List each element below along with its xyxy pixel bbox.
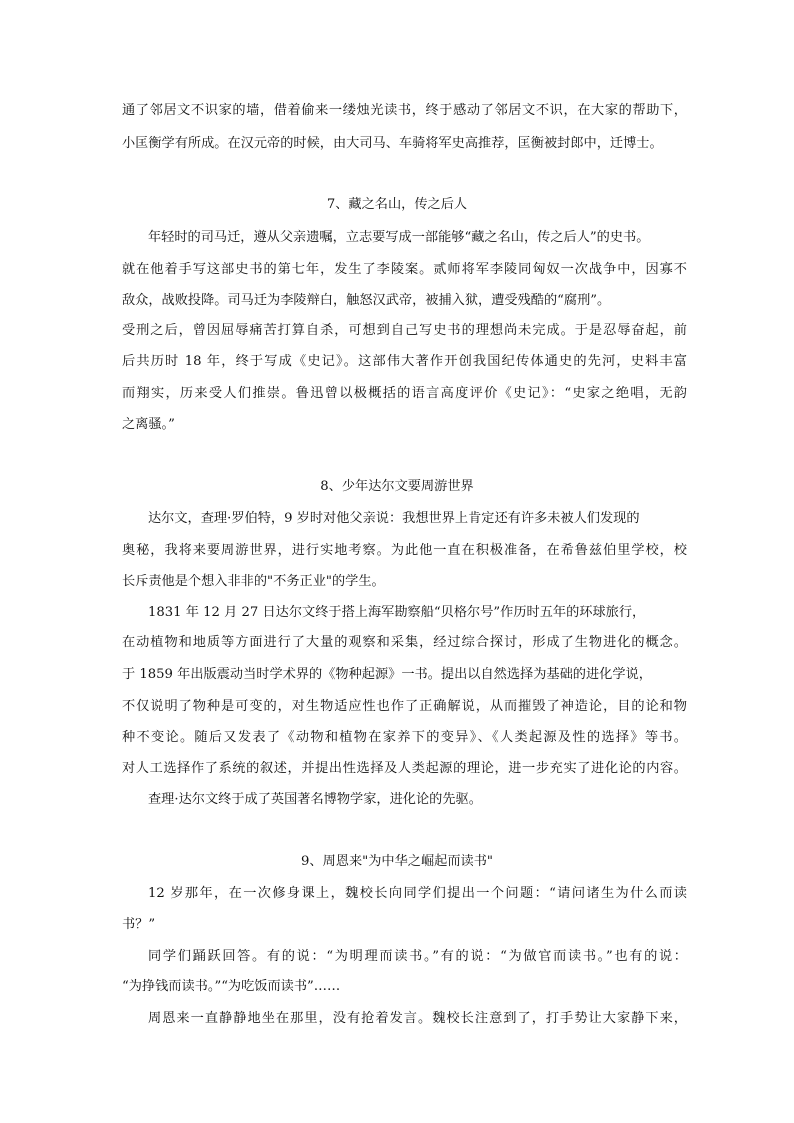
section-heading: 9、周恩来"为中华之崛起而读书"	[301, 854, 493, 869]
paragraph-line: 长斥责他是个想入非非的"不务正业"的学生。	[122, 574, 385, 589]
paragraph-line: 后共历时 18 年，终于写成《史记》。这部伟大著作开创我国纪传体通史的先河，史料丰富	[122, 354, 687, 369]
section-heading: 7、藏之名山，传之后人	[326, 197, 468, 212]
paragraph-line: 对人工选择作了系统的叙述，并提出性选择及人类起源的理论，进一步充实了进化论的内容。	[122, 761, 687, 776]
paragraph-line: 敌众，战败投降。司马迁为李陵辩白，触怒汉武帝，被捕入狱，遭受残酷的“腐刑”。	[122, 293, 611, 308]
paragraph-line: 通了邻居文不识家的墙，借着偷来一缕烛光读书，终于感动了邻居文不识，在大家的帮助下，	[122, 103, 687, 118]
paragraph-line: 受刑之后，曾因屈辱痛苦打算自杀，可想到自己写史书的理想尚未完成。于是忍辱奋起，前	[122, 323, 687, 338]
paragraph-line: 于 1859 年出版震动当时学术界的《物种起源》一书。提出以自然选择为基础的进化学说，	[122, 667, 652, 682]
paragraph-line: 小匡衡学有所成。在汉元帝的时候，由大司马、车骑将军史高推荐，匡衡被封郎中，迁博士。	[122, 136, 663, 151]
paragraph-line: 在动植物和地质等方面进行了大量的观察和采集，经过综合探讨，形成了生物进化的概念。	[122, 635, 687, 650]
paragraph-line: 就在他着手写这部史书的第七年，发生了李陵案。贰师将军李陵同匈奴一次战争中，因寡不	[122, 262, 687, 277]
paragraph-line: 奥秘，我将来要周游世界，进行实地考察。为此他一直在积极准备，在希鲁兹伯里学校，校	[122, 543, 687, 558]
paragraph-line: 书？”	[122, 917, 156, 932]
paragraph-line: 达尔文，查理·罗伯特，9 岁时对他父亲说：我想世界上肯定还有许多未被人们发现的	[148, 511, 640, 526]
paragraph-line: 12 岁那年，在一次修身课上，魏校长向同学们提出一个问题：“请问诸生为什么而读	[148, 886, 687, 901]
paragraph-line: 查理·达尔文终于成了英国著名博物学家，进化论的先驱。	[148, 792, 482, 807]
section-heading: 8、少年达尔文要周游世界	[320, 479, 474, 494]
paragraph-line: 种不变论。随后又发表了《动物和植物在家养下的变异》、《人类起源及性的选择》等书。	[122, 730, 687, 745]
paragraph-line: “为挣钱而读书。”“为吃饭而读书”……	[122, 979, 341, 994]
paragraph-line: 不仅说明了物种是可变的，对生物适应性也作了正确解说，从而摧毁了神造论，目的论和物	[122, 699, 687, 714]
paragraph-line: 而翔实，历来受人们推崇。鲁迅曾以极概括的语言高度评价《史记》：“史家之绝唱，无韵	[122, 386, 687, 401]
paragraph-line: 1831 年 12 月 27 日达尔文终于搭上海军勘察船“贝格尔号”作历时五年的环球旅行，	[148, 605, 646, 620]
paragraph-line: 周恩来一直静静地坐在那里，没有抢着发言。魏校长注意到了，打手势让大家静下来，	[148, 1011, 687, 1026]
paragraph-line: 年轻时的司马迁，遵从父亲遗嘱，立志要写成一部能够“藏之名山，传之后人”的史书。	[148, 230, 650, 245]
paragraph-line: 同学们踊跃回答。有的说：“为明理而读书。”有的说：“为做官而读书。”也有的说：	[148, 949, 687, 964]
paragraph-line: 之离骚。”	[122, 417, 175, 432]
